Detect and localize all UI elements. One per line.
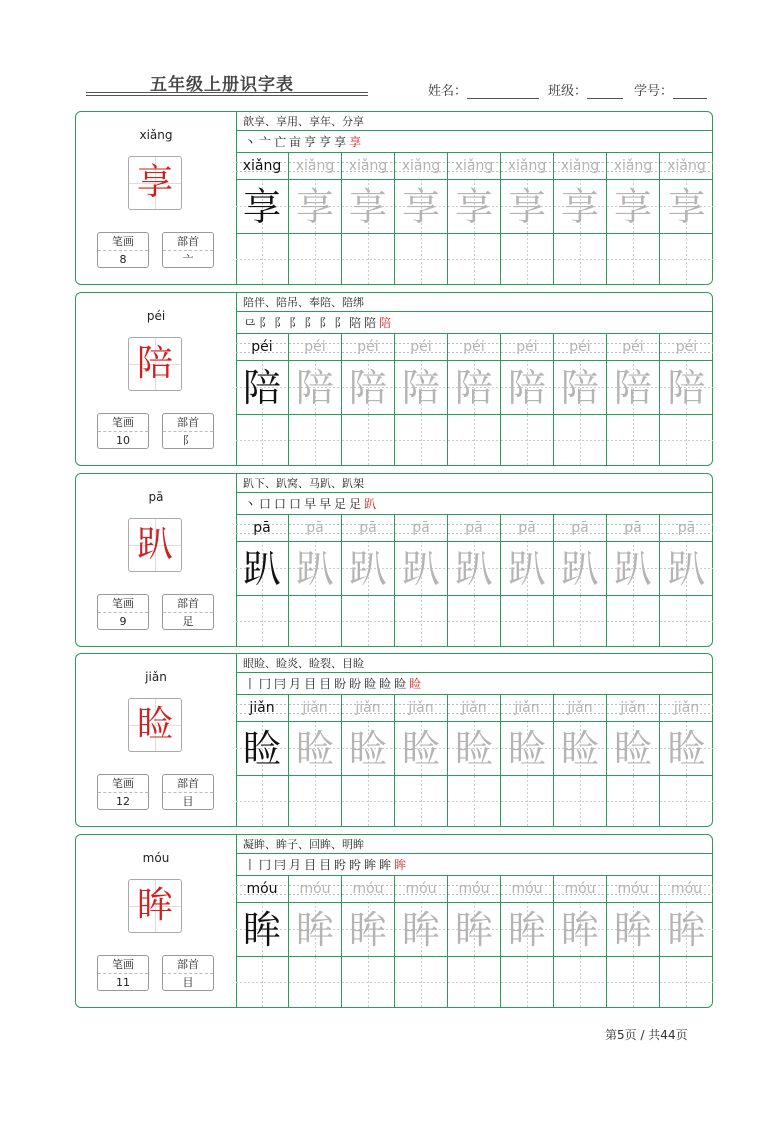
trace-char-cell: 眸 <box>236 903 289 957</box>
practice-panel <box>236 835 713 1007</box>
blank-practice-cell[interactable] <box>554 776 607 826</box>
blank-practice-cell[interactable] <box>448 776 501 826</box>
stroke-step: 口 <box>259 497 272 511</box>
stroke-step: 目 <box>304 677 317 691</box>
stroke-step: 月 <box>289 858 302 872</box>
blank-practice-cell[interactable] <box>554 415 607 465</box>
stroke-count-box <box>97 232 149 268</box>
stroke-step: 冂 <box>259 677 272 691</box>
trace-char-cell: 趴 <box>289 542 342 596</box>
stroke-step: 盼 <box>334 677 347 691</box>
stroke-step: 享 <box>349 135 362 149</box>
stroke-step: 亩 <box>289 135 302 149</box>
stroke-step: 享 <box>334 135 347 149</box>
pinyin-cell: jiǎn <box>395 695 448 722</box>
trace-char-cell: 睑 <box>501 722 554 776</box>
pinyin-cell: jiǎn <box>342 695 395 722</box>
blank-practice-cell[interactable] <box>395 234 448 284</box>
pinyin-cell: xiǎng <box>501 153 554 180</box>
class-field[interactable] <box>548 80 623 99</box>
pinyin-cell: xiǎng <box>289 153 342 180</box>
blank-practice-cell[interactable] <box>501 596 554 646</box>
pinyin-cell: jiǎn <box>554 695 607 722</box>
stroke-step: 冃 <box>274 677 287 691</box>
blank-practice-cell[interactable] <box>501 776 554 826</box>
stroke-step: 亨 <box>319 135 332 149</box>
stroke-count-label: 笔画 <box>98 775 148 793</box>
stroke-step: 早 <box>319 497 332 511</box>
class-blank[interactable] <box>587 86 623 99</box>
id-field[interactable] <box>634 80 707 99</box>
blank-practice-cell[interactable] <box>607 957 660 1007</box>
blank-practice-cell[interactable] <box>660 957 713 1007</box>
char-display-box <box>128 518 182 572</box>
stroke-step: 目 <box>319 677 332 691</box>
blank-practice-cell[interactable] <box>607 415 660 465</box>
practice-panel <box>236 654 713 826</box>
trace-char-cell: 睑 <box>660 722 713 776</box>
stroke-step: 眸 <box>364 858 377 872</box>
blank-practice-cell[interactable] <box>289 957 342 1007</box>
pinyin-cell: pā <box>607 515 660 542</box>
stroke-step: 盻 <box>334 858 347 872</box>
stroke-step: 阝 <box>274 316 287 330</box>
blank-practice-cell[interactable] <box>236 234 289 284</box>
class-label: 班级： <box>548 84 588 99</box>
char-info-panel <box>76 293 237 465</box>
pinyin-cell: jiǎn <box>501 695 554 722</box>
trace-char-cell: 陪 <box>554 361 607 415</box>
trace-char-cell: 陪 <box>236 361 289 415</box>
stroke-step: 口 <box>289 497 302 511</box>
blank-practice-cell[interactable] <box>501 957 554 1007</box>
radical-value: 亠 <box>182 253 194 266</box>
trace-char-cell: 陪 <box>660 361 713 415</box>
pinyin-cell: xiǎng <box>342 153 395 180</box>
blank-practice-cell[interactable] <box>660 415 713 465</box>
stroke-order <box>236 131 713 153</box>
practice-panel <box>236 293 713 465</box>
blank-practice-cell[interactable] <box>236 957 289 1007</box>
trace-char-cell: 趴 <box>395 542 448 596</box>
trace-char-cell: 享 <box>289 180 342 234</box>
stroke-step: 冃 <box>274 858 287 872</box>
blank-practice-cell[interactable] <box>342 415 395 465</box>
pinyin-cell: pā <box>342 515 395 542</box>
trace-char-cell: 享 <box>607 180 660 234</box>
trace-char-cell: 享 <box>554 180 607 234</box>
char-pinyin: péi <box>146 309 166 323</box>
page-header <box>0 0 783 100</box>
radical-box <box>162 774 214 810</box>
main-character: 睑 <box>136 704 173 745</box>
main-character: 陪 <box>136 343 173 384</box>
stroke-count-value: 8 <box>119 253 127 266</box>
pinyin-cell: móu <box>554 876 607 903</box>
trace-char-cell: 趴 <box>342 542 395 596</box>
trace-char-cell: 眸 <box>554 903 607 957</box>
stroke-step: 目 <box>319 858 332 872</box>
char-info-panel <box>76 835 237 1007</box>
stroke-count-value: 12 <box>116 795 130 808</box>
stroke-step: 早 <box>304 497 317 511</box>
trace-char-cell: 享 <box>395 180 448 234</box>
trace-char-cell: 趴 <box>660 542 713 596</box>
stroke-step: 陪 <box>364 316 377 330</box>
pinyin-cell: jiǎn <box>607 695 660 722</box>
trace-char-cell: 陪 <box>342 361 395 415</box>
stroke-step: 足 <box>334 497 347 511</box>
trace-char-cell: 陪 <box>607 361 660 415</box>
pinyin-cell: péi <box>501 334 554 361</box>
pinyin-cell: pā <box>554 515 607 542</box>
stroke-step: 睑 <box>409 677 422 691</box>
stroke-step: 冂 <box>259 858 272 872</box>
char-pinyin: móu <box>142 851 170 865</box>
stroke-order <box>236 312 713 334</box>
pinyin-cell: móu <box>395 876 448 903</box>
trace-char-cell: 趴 <box>607 542 660 596</box>
main-character: 眸 <box>136 885 173 926</box>
trace-char-cell: 陪 <box>501 361 554 415</box>
pinyin-cell: móu <box>448 876 501 903</box>
trace-char-cell: 陪 <box>289 361 342 415</box>
trace-char-cell: 眸 <box>448 903 501 957</box>
blank-practice-cell[interactable] <box>289 596 342 646</box>
page-number: 第5页 / 共44页 <box>605 1028 688 1042</box>
blank-practice-cell[interactable] <box>236 596 289 646</box>
char-display-box <box>128 879 182 933</box>
stroke-count-box <box>97 774 149 810</box>
radical-box <box>162 413 214 449</box>
stroke-step: 睑 <box>364 677 377 691</box>
pinyin-cell: péi <box>660 334 713 361</box>
stroke-order <box>236 673 713 695</box>
blank-practice-cell[interactable] <box>448 957 501 1007</box>
radical-value: 足 <box>182 615 194 628</box>
pinyin-cell: xiǎng <box>236 153 289 180</box>
blank-practice-cell[interactable] <box>607 776 660 826</box>
stroke-count-box <box>97 413 149 449</box>
pinyin-cell: péi <box>342 334 395 361</box>
example-words: 眼睑、睑炎、睑裂、目睑 <box>236 654 713 673</box>
stroke-step: 口 <box>274 497 287 511</box>
trace-char-cell: 享 <box>342 180 395 234</box>
practice-panel <box>236 474 713 646</box>
char-pinyin: jiǎn <box>145 670 167 684</box>
blank-practice-cell[interactable] <box>448 596 501 646</box>
trace-char-cell: 享 <box>448 180 501 234</box>
stroke-step: 睑 <box>379 677 392 691</box>
pinyin-cell: xiǎng <box>607 153 660 180</box>
radical-value: 目 <box>182 976 194 989</box>
practice-grid <box>236 695 713 826</box>
trace-char-cell: 睑 <box>289 722 342 776</box>
blank-practice-cell[interactable] <box>236 415 289 465</box>
blank-practice-cell[interactable] <box>660 776 713 826</box>
id-blank[interactable] <box>673 86 707 99</box>
pinyin-cell: jiǎn <box>236 695 289 722</box>
radical-value: 阝 <box>182 434 194 447</box>
pinyin-cell: móu <box>342 876 395 903</box>
example-words: 凝眸、眸子、回眸、明眸 <box>236 835 713 854</box>
name-label: 姓名： <box>428 84 468 99</box>
blank-practice-cell[interactable] <box>660 596 713 646</box>
stroke-count-label: 笔画 <box>98 233 148 251</box>
practice-grid <box>236 515 713 646</box>
char-card <box>75 834 713 1008</box>
pinyin-cell: péi <box>289 334 342 361</box>
stroke-count-label: 笔画 <box>98 414 148 432</box>
radical-value: 目 <box>182 795 194 808</box>
trace-char-cell: 睑 <box>395 722 448 776</box>
pinyin-cell: pā <box>660 515 713 542</box>
blank-practice-cell[interactable] <box>554 957 607 1007</box>
trace-char-cell: 趴 <box>501 542 554 596</box>
pinyin-cell: pā <box>289 515 342 542</box>
blank-practice-cell[interactable] <box>448 234 501 284</box>
radical-label: 部首 <box>163 233 213 251</box>
char-card <box>75 473 713 647</box>
trace-char-cell: 享 <box>660 180 713 234</box>
stroke-step: 丨 <box>244 858 257 872</box>
stroke-step: 睑 <box>394 677 407 691</box>
stroke-count-value: 10 <box>116 434 130 447</box>
char-pinyin: xiǎng <box>139 128 173 142</box>
trace-char-cell: 眸 <box>501 903 554 957</box>
char-display-box <box>128 156 182 210</box>
stroke-step: 陪 <box>379 316 392 330</box>
blank-practice-cell[interactable] <box>395 596 448 646</box>
trace-char-cell: 趴 <box>236 542 289 596</box>
stroke-step: 目 <box>304 858 317 872</box>
stroke-order <box>236 854 713 876</box>
pinyin-cell: péi <box>554 334 607 361</box>
blank-practice-cell[interactable] <box>342 957 395 1007</box>
trace-char-cell: 眸 <box>342 903 395 957</box>
stroke-step: 趴 <box>364 497 377 511</box>
blank-practice-cell[interactable] <box>554 596 607 646</box>
radical-box <box>162 232 214 268</box>
example-words: 歆享、享用、享年、分享 <box>236 112 713 131</box>
pinyin-cell: xiǎng <box>395 153 448 180</box>
main-character: 享 <box>136 162 173 203</box>
trace-char-cell: 睑 <box>342 722 395 776</box>
stroke-step: 阝 <box>334 316 347 330</box>
radical-label: 部首 <box>163 956 213 974</box>
practice-grid <box>236 153 713 284</box>
trace-char-cell: 眸 <box>395 903 448 957</box>
blank-practice-cell[interactable] <box>236 776 289 826</box>
trace-char-cell: 陪 <box>448 361 501 415</box>
title-underline <box>86 92 368 93</box>
stroke-step: 眸 <box>379 858 392 872</box>
stroke-count-label: 笔画 <box>98 595 148 613</box>
blank-practice-cell[interactable] <box>607 596 660 646</box>
blank-practice-cell[interactable] <box>554 234 607 284</box>
blank-practice-cell[interactable] <box>660 234 713 284</box>
char-card <box>75 111 713 285</box>
blank-practice-cell[interactable] <box>342 776 395 826</box>
stroke-step: 足 <box>349 497 362 511</box>
pinyin-cell: xiǎng <box>554 153 607 180</box>
blank-practice-cell[interactable] <box>342 596 395 646</box>
pinyin-cell: péi <box>448 334 501 361</box>
radical-label: 部首 <box>163 595 213 613</box>
trace-char-cell: 趴 <box>554 542 607 596</box>
pinyin-cell: péi <box>395 334 448 361</box>
blank-practice-cell[interactable] <box>501 415 554 465</box>
pinyin-cell: jiǎn <box>289 695 342 722</box>
char-display-box <box>128 337 182 391</box>
char-display-box <box>128 698 182 752</box>
stroke-step: 亨 <box>304 135 317 149</box>
trace-char-cell: 睑 <box>607 722 660 776</box>
stroke-step: 盼 <box>349 677 362 691</box>
blank-practice-cell[interactable] <box>395 957 448 1007</box>
pinyin-cell: pā <box>448 515 501 542</box>
blank-practice-cell[interactable] <box>289 234 342 284</box>
stroke-count-value: 11 <box>116 976 130 989</box>
pinyin-cell: xiǎng <box>448 153 501 180</box>
pinyin-cell: pā <box>395 515 448 542</box>
stroke-step: 丨 <box>244 677 257 691</box>
practice-grid <box>236 876 713 1007</box>
char-pinyin: pā <box>148 490 164 504</box>
stroke-count-value: 9 <box>119 615 127 628</box>
char-card <box>75 653 713 827</box>
stroke-count-box <box>97 594 149 630</box>
trace-char-cell: 眸 <box>660 903 713 957</box>
stroke-step: ⺋ <box>244 316 257 330</box>
stroke-step: 阝 <box>319 316 332 330</box>
id-label: 学号： <box>634 84 674 99</box>
name-blank[interactable] <box>467 86 539 99</box>
practice-panel <box>236 112 713 284</box>
trace-char-cell: 睑 <box>236 722 289 776</box>
blank-practice-cell[interactable] <box>289 415 342 465</box>
trace-char-cell: 享 <box>236 180 289 234</box>
pinyin-cell: móu <box>236 876 289 903</box>
blank-practice-cell[interactable] <box>289 776 342 826</box>
stroke-step: 陪 <box>349 316 362 330</box>
pinyin-cell: móu <box>501 876 554 903</box>
stroke-step: 眸 <box>394 858 407 872</box>
pinyin-cell: jiǎn <box>448 695 501 722</box>
char-card <box>75 292 713 466</box>
trace-char-cell: 眸 <box>289 903 342 957</box>
trace-char-cell: 睑 <box>448 722 501 776</box>
trace-char-cell: 眸 <box>607 903 660 957</box>
stroke-step: 亠 <box>259 135 272 149</box>
blank-practice-cell[interactable] <box>501 234 554 284</box>
stroke-step: 阝 <box>304 316 317 330</box>
pinyin-cell: pā <box>236 515 289 542</box>
main-character: 趴 <box>136 524 173 565</box>
blank-practice-cell[interactable] <box>395 415 448 465</box>
stroke-step: 盻 <box>349 858 362 872</box>
radical-label: 部首 <box>163 775 213 793</box>
name-field[interactable] <box>428 80 539 99</box>
stroke-step: 丶 <box>244 135 257 149</box>
pinyin-cell: péi <box>607 334 660 361</box>
stroke-step: 阝 <box>289 316 302 330</box>
pinyin-cell: xiǎng <box>660 153 713 180</box>
stroke-step: 月 <box>289 677 302 691</box>
stroke-order <box>236 493 713 515</box>
char-info-panel <box>76 654 237 826</box>
radical-label: 部首 <box>163 414 213 432</box>
trace-char-cell: 享 <box>501 180 554 234</box>
pinyin-cell: móu <box>289 876 342 903</box>
stroke-step: 丶 <box>244 497 257 511</box>
trace-char-cell: 睑 <box>554 722 607 776</box>
stroke-step: 阝 <box>259 316 272 330</box>
pinyin-cell: jiǎn <box>660 695 713 722</box>
example-words: 趴下、趴窝、马趴、趴架 <box>236 474 713 493</box>
trace-char-cell: 趴 <box>448 542 501 596</box>
title-underline <box>86 95 368 96</box>
pinyin-cell: pā <box>501 515 554 542</box>
example-words: 陪伴、陪吊、奉陪、陪绑 <box>236 293 713 312</box>
stroke-count-box <box>97 955 149 991</box>
char-info-panel <box>76 474 237 646</box>
stroke-step: 亡 <box>274 135 287 149</box>
pinyin-cell: móu <box>607 876 660 903</box>
pinyin-cell: móu <box>660 876 713 903</box>
stroke-count-label: 笔画 <box>98 956 148 974</box>
pinyin-cell: péi <box>236 334 289 361</box>
blank-practice-cell[interactable] <box>342 234 395 284</box>
blank-practice-cell[interactable] <box>395 776 448 826</box>
blank-practice-cell[interactable] <box>448 415 501 465</box>
blank-practice-cell[interactable] <box>607 234 660 284</box>
page-title: 五年级上册识字表 <box>150 75 294 95</box>
practice-grid <box>236 334 713 465</box>
radical-box <box>162 594 214 630</box>
radical-box <box>162 955 214 991</box>
trace-char-cell: 陪 <box>395 361 448 415</box>
char-info-panel <box>76 112 237 284</box>
